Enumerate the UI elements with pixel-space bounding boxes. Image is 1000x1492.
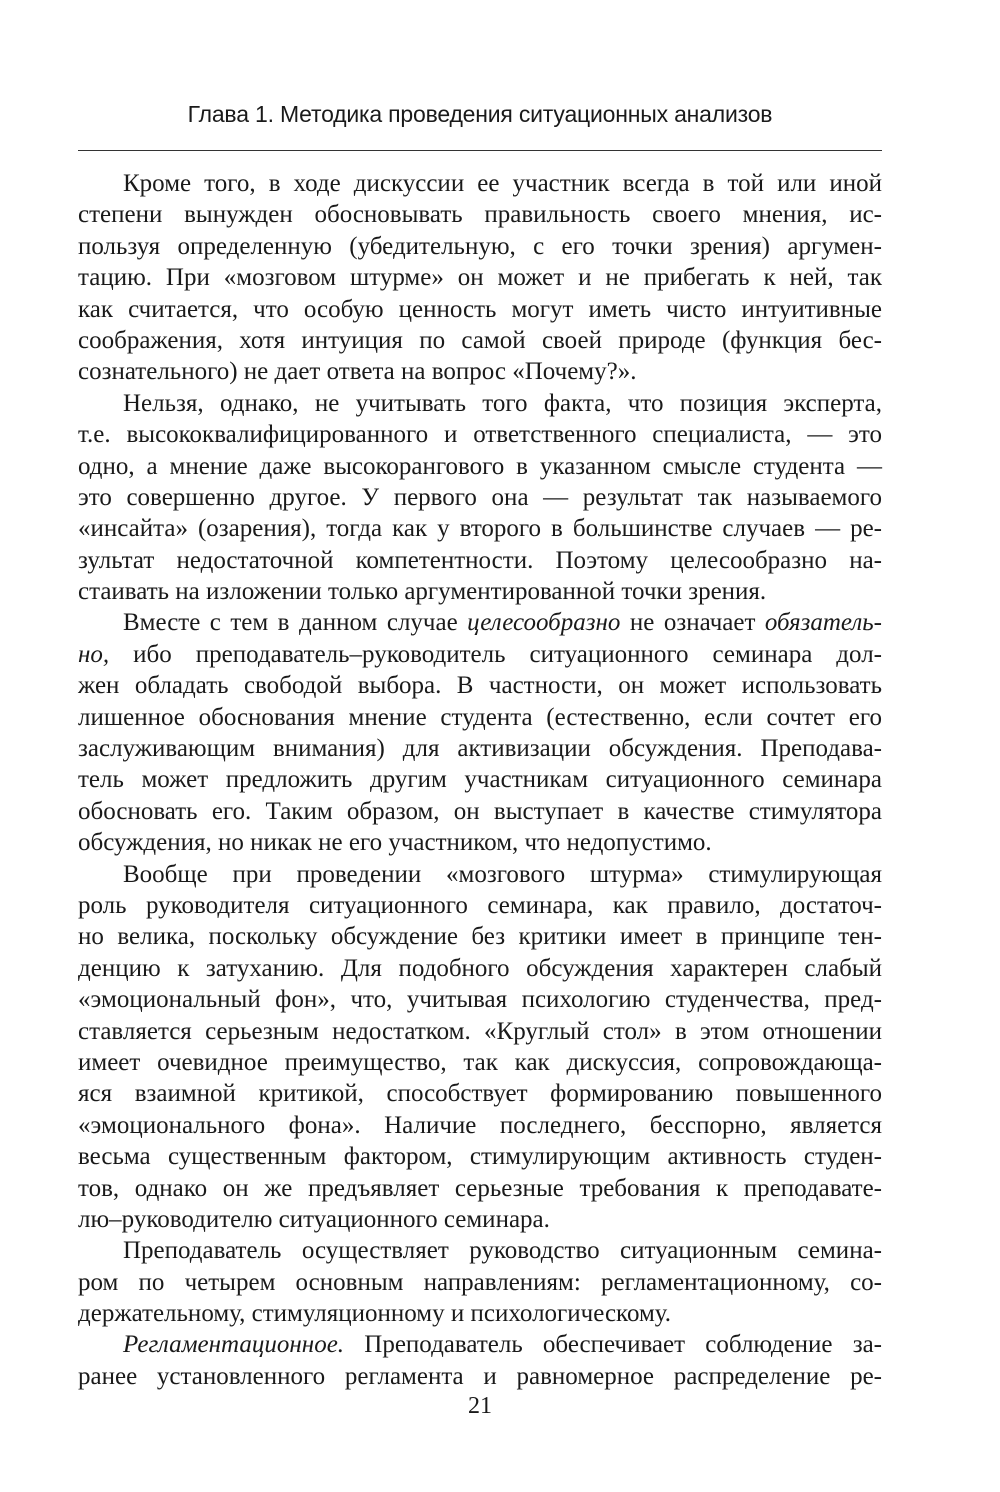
text-line: стаивать на изложении только аргументированной точки зрения.	[78, 578, 767, 606]
page-number: 21	[468, 1393, 492, 1419]
text-line: «эмоционального фона». Наличие последнего, бесспорно, является	[78, 1111, 882, 1139]
text-line: пользуя определенную (убедительную, с его точки зрения) аргумен-	[78, 232, 882, 260]
text-line: одно, а мнение даже высокорангового в указанном смысле студента —	[78, 452, 882, 480]
text-line: жен обладать свободой выбора. В частности, он может использовать	[78, 672, 882, 700]
italic-term: целесообразно	[467, 609, 621, 637]
text-line: «эмоциональный фон», что, учитывая психологию студенчества, пред-	[78, 986, 882, 1014]
text-line: зультат недостаточной компетентности. Поэтому целесообразно на-	[78, 546, 882, 574]
text-line: тов, однако он же предъявляет серьезные требования к преподавате-	[78, 1174, 882, 1202]
text-line: имеет очевидное преимущество, так как дискуссия, сопровождающа-	[78, 1048, 882, 1076]
text-line: ранее установленного регламента и равномерное распределение ре-	[78, 1362, 882, 1390]
text-line: лю–руководителю ситуационного семинара.	[78, 1205, 550, 1233]
text-line: т.е. высококвалифицированного и ответственного специалиста, — это	[78, 421, 882, 449]
text-line: тель может предложить другим участникам ситуационного семинара	[78, 766, 882, 794]
text-line: сознательного) не дает ответа на вопрос «Почему?».	[78, 358, 637, 386]
text-segment: не означает	[620, 609, 765, 637]
text-line: денцию к затуханию. Для подобного обсуждения характерен слабый	[78, 954, 882, 982]
text-line: роль руководителя ситуационного семинара, как правило, достаточ-	[78, 891, 882, 919]
text-line: яся взаимной критикой, способствует формированию повышенного	[78, 1080, 882, 1108]
text-line: соображения, хотя интуиция по самой своей природе (функция бес-	[78, 326, 882, 354]
italic-term: Регламентационное.	[123, 1331, 345, 1359]
text-line: ром по четырем основным направлениям: регламентационному, со-	[78, 1268, 882, 1296]
page-body-text	[78, 168, 882, 1392]
text-line: это совершенно другое. У первого она — результат так называемого	[78, 483, 882, 511]
text-line-mixed	[78, 607, 882, 638]
italic-term: но,	[78, 640, 110, 668]
text-line: держательному, стимуляционному и психологическому.	[78, 1300, 672, 1328]
text-segment: Преподаватель обеспечивает соблюдение за-	[344, 1331, 882, 1359]
text-segment: ибо преподаватель–руководитель ситуационного семинара дол-	[109, 640, 882, 668]
text-line: ставляется серьезным недостатком. «Круглый стол» в этом отношении	[78, 1017, 882, 1045]
text-line: степени вынужден обосновывать правильность своего мнения, ис-	[78, 201, 882, 229]
running-header-title: Глава 1. Методика проведения ситуационных анализов	[187, 101, 773, 127]
text-line: обсуждения, но никак не его участником, что недопустимо.	[78, 829, 712, 857]
text-segment: Вместе с тем в данном случае	[123, 609, 468, 637]
text-line: тацию. При «мозговом штурме» он может и не прибегать к ней, так	[78, 264, 882, 292]
text-line: но велика, поскольку обсуждение без критики имеет в принципе тен-	[78, 923, 882, 951]
text-line: Кроме того, в ходе дискуссии ее участник всегда в той или иной	[123, 170, 882, 197]
text-line: «инсайта» (озарения), тогда как у второго в большинстве случаев — ре-	[78, 515, 882, 543]
header-divider	[78, 150, 882, 151]
text-line-mixed	[78, 1329, 882, 1360]
text-line: как считается, что особую ценность могут иметь чисто интуитивные	[78, 295, 882, 323]
text-line: обосновать его. Таким образом, он выступает в качестве стимулятора	[78, 797, 882, 825]
text-line-mixed	[78, 639, 882, 670]
text-line: Вообще при проведении «мозгового штурма» стимулирующая	[123, 860, 882, 888]
text-line: Преподаватель осуществляет руководство ситуационным семина-	[123, 1237, 882, 1265]
italic-term: обязатель-	[764, 609, 882, 637]
text-line: весьма существенным фактором, стимулирующим активность студен-	[78, 1143, 882, 1171]
text-line: Нельзя, однако, не учитывать того факта, что позиция эксперта,	[123, 389, 882, 417]
text-line: лишенное обоснования мнение студента (естественно, если сочтет его	[78, 703, 882, 731]
text-line: заслуживающим внимания) для активизации обсуждения. Преподава-	[78, 735, 882, 763]
